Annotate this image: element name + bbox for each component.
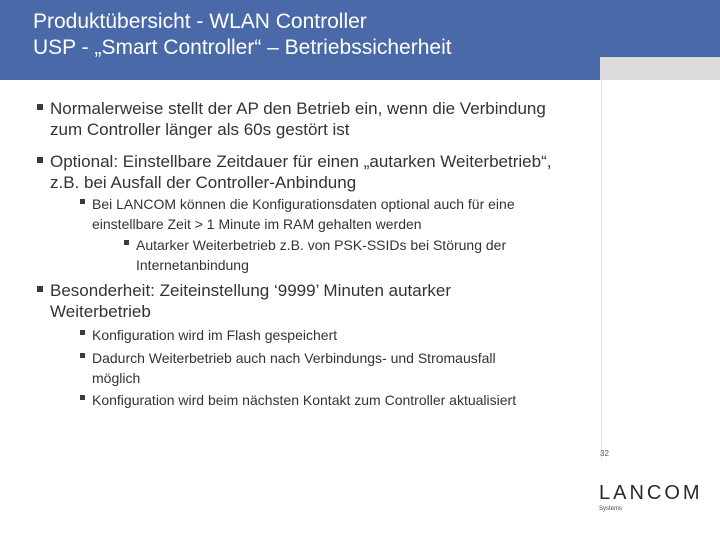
logo-subtext: Systems — [599, 506, 623, 512]
bullet-icon — [80, 353, 85, 358]
bullet-icon — [37, 104, 43, 110]
list-item-line: Konfiguration wird beim nächsten Kontakt zum Controller aktualisiert — [92, 392, 517, 408]
list-item — [92, 194, 515, 234]
title-line-1: Produktübersicht - WLAN Controller — [33, 10, 367, 33]
list-item — [92, 390, 516, 410]
list-item-line: Optional: Einstellbare Zeitdauer für einen „autarken Weiterbetrieb“, — [50, 152, 552, 171]
bullet-icon — [80, 199, 85, 204]
list-item-line: einstellbare Zeit > 1 Minute im RAM gehalten werden — [92, 216, 422, 232]
list-item-line: Bei LANCOM können die Konfigurationsdaten optional auch für eine — [92, 196, 515, 212]
list-item — [92, 325, 337, 345]
list-item-line: Dadurch Weiterbetrieb auch nach Verbindungs- und Stromausfall — [92, 350, 496, 366]
divider — [601, 80, 602, 460]
logo-wordmark: LANCOM — [599, 482, 703, 504]
bullet-icon — [37, 157, 43, 163]
lancom-logo — [599, 483, 703, 512]
header-tab — [600, 57, 720, 80]
list-item — [50, 151, 551, 193]
page-title — [33, 9, 452, 61]
list-item-line: z.B. bei Ausfall der Controller-Anbindung — [50, 173, 357, 192]
title-line-2: USP - „Smart Controller“ – Betriebssicherheit — [33, 36, 452, 59]
list-item — [50, 280, 451, 322]
list-item-line: Internetanbindung — [136, 257, 249, 273]
list-item — [92, 348, 496, 388]
bullet-icon — [124, 240, 129, 245]
list-item-line: Besonderheit: Zeiteinstellung ‘9999’ Minuten autarker — [50, 281, 452, 300]
list-item — [50, 98, 546, 140]
bullet-icon — [80, 330, 85, 335]
bullet-icon — [37, 286, 43, 292]
list-item — [136, 235, 506, 275]
list-item-line: Normalerweise stellt der AP den Betrieb ein, wenn die Verbindung — [50, 99, 546, 118]
list-item-line: Weiterbetrieb — [50, 302, 151, 321]
list-item-line: Konfiguration wird im Flash gespeichert — [92, 327, 338, 343]
list-item-line: zum Controller länger als 60s gestört ist — [50, 120, 350, 139]
list-item-line: möglich — [92, 370, 141, 386]
page-number: 32 — [600, 449, 609, 458]
bullet-icon — [80, 395, 85, 400]
list-item-line: Autarker Weiterbetrieb z.B. von PSK-SSIDs bei Störung der — [136, 237, 507, 253]
